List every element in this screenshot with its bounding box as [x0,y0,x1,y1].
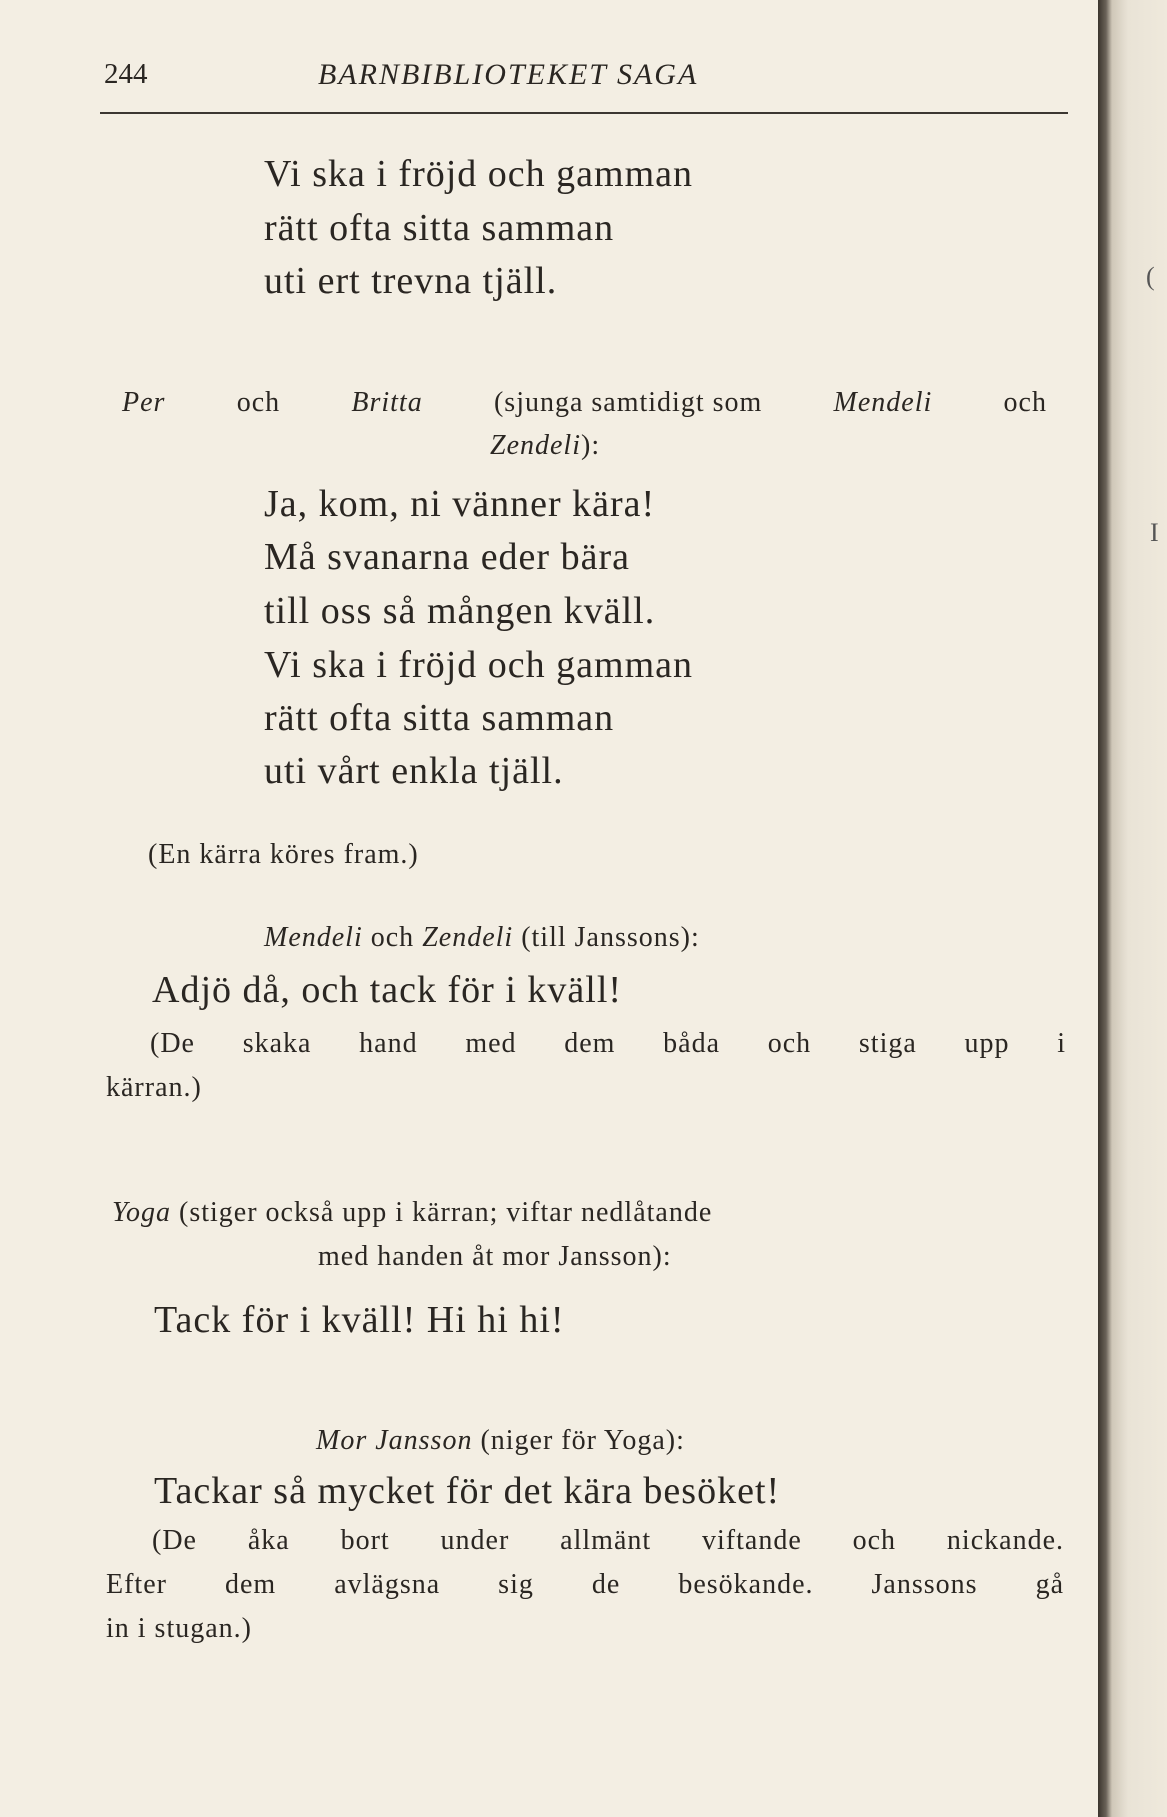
speaker-cue [264,922,700,954]
verse-line: uti ert trevna tjäll. [264,260,558,302]
speaker-cue [316,1425,685,1457]
cue-word: och [1003,387,1047,418]
speaker-name: Zendeli [422,922,514,953]
stage-direction: kärran.) [106,1072,202,1103]
verse-line: uti vårt enkla tjäll. [264,750,564,792]
verse-line: rätt ofta sitta samman [264,207,615,249]
speaker-name: Mendeli [833,387,933,418]
verse-line: Vi ska i fröjd och gamman [264,153,694,195]
speaker-name: Mendeli [264,922,363,953]
speaker-cue-continued [490,430,600,462]
speaker-cue-continued: med handen åt mor Jansson): [318,1241,672,1272]
cue-text: (stiger också upp i kärran; viftar nedlåtande [179,1197,713,1228]
header-rule [100,112,1068,114]
speaker-name: Yoga [112,1197,172,1228]
verse-line: Vi ska i fröjd och gamman [264,644,694,686]
stage-direction: Efter dem avlägsna sig de besökande. Janssons gå [106,1569,1064,1600]
page-number: 244 [104,58,148,90]
speaker-name: Britta [351,387,423,418]
spoken-line: Adjö då, och tack för i kväll! [152,969,623,1011]
page-binding-edge [1098,0,1167,1817]
speaker-cue [112,1197,712,1229]
running-head: BARNBIBLIOTEKET SAGA [318,58,699,91]
verse-line: Ja, kom, ni vänner kära! [264,483,656,525]
stage-direction: (En kärra köres fram.) [148,839,419,870]
speaker-name: Per [122,387,166,418]
spoken-line: Tack för i kväll! Hi hi hi! [154,1299,565,1341]
speaker-name: Zendeli [490,430,581,461]
cue-word: och [370,922,415,953]
verse-line: till oss så mången kväll. [264,590,656,632]
bleed-through-mark: I [1150,518,1159,547]
cue-text: ): [581,430,601,461]
stage-direction: (De åka bort under allmänt viftande och nickande. [152,1525,1064,1556]
speaker-name: Mor Jansson [316,1425,473,1456]
cue-word: och [236,387,281,418]
stage-direction: in i stugan.) [106,1613,252,1644]
cue-text: (sjunga samtidigt som [493,387,763,418]
bleed-through-mark: ( [1146,262,1155,291]
verse-line: Må svanarna eder bära [264,536,630,578]
spoken-line: Tackar så mycket för det kära besöket! [154,1470,781,1512]
page-header [104,58,1064,102]
cue-text: (niger för Yoga): [480,1425,685,1456]
verse-line: rätt ofta sitta samman [264,697,615,739]
stage-direction: (De skaka hand med dem båda och stiga upp i [150,1028,1066,1059]
cue-text: (till Janssons): [521,922,700,953]
speaker-cue [122,387,1047,419]
